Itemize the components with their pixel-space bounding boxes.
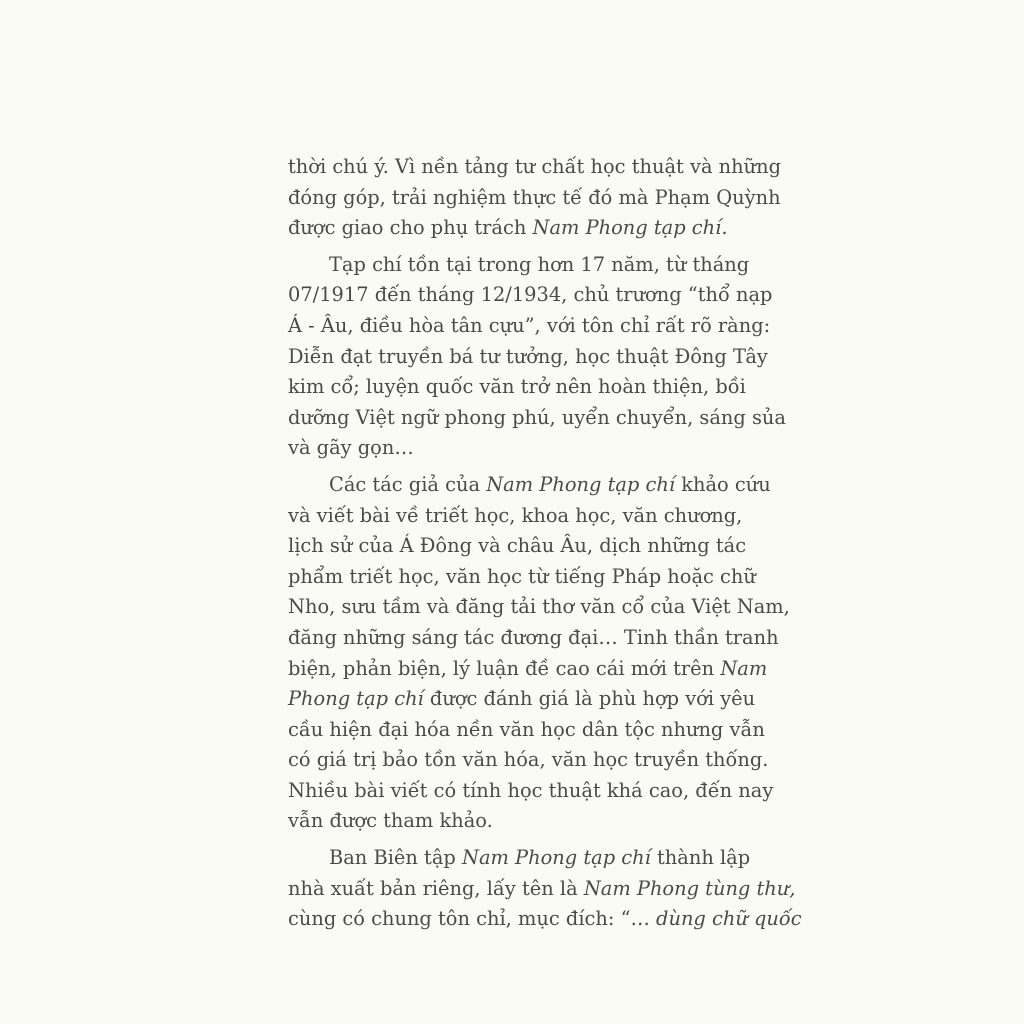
text-line: Diễn đạt truyền bá tư tưởng, học thuật Đông Tây xyxy=(288,344,768,368)
italic-title: Nam Phong tùng thư, xyxy=(583,876,796,900)
text-line: đăng những sáng tác đương đại… Tinh thần tranh xyxy=(288,625,779,649)
text-line: đóng góp, trải nghiệm thực tế đó mà Phạm Quỳnh xyxy=(288,185,781,209)
text-line: phẩm triết học, văn học từ tiếng Pháp hoặc chữ xyxy=(288,564,756,588)
italic-title: Phong tạp chí xyxy=(288,687,424,711)
text-line: 07/1917 đến tháng 12/1934, chủ trương “thổ nạp xyxy=(288,283,773,307)
paragraph-3 xyxy=(288,470,790,837)
italic-title: Nam Phong tạp chí xyxy=(486,472,676,496)
text-line: kim cổ; luyện quốc văn trở nên hoàn thiện, bồi xyxy=(288,375,746,399)
text-line: Tạp chí tồn tại trong hơn 17 năm, từ tháng xyxy=(329,252,750,276)
body-text xyxy=(288,152,802,941)
text-line: Phong tạp chí được đánh giá là phù hợp với yêu xyxy=(288,687,756,711)
text-line: Á - Âu, điều hòa tân cựu”, với tôn chỉ rất rõ ràng: xyxy=(288,313,771,337)
paragraph-1 xyxy=(288,152,782,244)
text-line: Nhiều bài viết có tính học thuật khá cao, đến nay xyxy=(288,778,774,802)
text-line: Các tác giả của Nam Phong tạp chí khảo cứu xyxy=(329,472,771,496)
text-line: cầu hiện đại hóa nền văn học dân tộc nhưng vẫn xyxy=(288,717,765,741)
italic-title: Nam xyxy=(720,656,768,680)
text-line: dưỡng Việt ngữ phong phú, uyển chuyển, sáng sủa xyxy=(288,405,786,429)
text-line: nhà xuất bản riêng, lấy tên là Nam Phong tùng thư, xyxy=(288,876,796,900)
text-line: và viết bài về triết học, khoa học, văn chương, xyxy=(288,503,743,527)
text-line: Ban Biên tập Nam Phong tạp chí thành lập xyxy=(329,846,751,870)
text-line: và gãy gọn… xyxy=(288,436,414,460)
text-line: Nho, sưu tầm và đăng tải thơ văn cổ của Việt Nam, xyxy=(288,595,790,619)
paragraph-4 xyxy=(288,843,802,935)
text-line: có giá trị bảo tồn văn hóa, văn học truyền thống. xyxy=(288,748,769,772)
text-line: vẫn được tham khảo. xyxy=(288,809,493,833)
italic-title: Nam Phong tạp chí. xyxy=(532,216,728,240)
text-line: lịch sử của Á Đông và châu Âu, dịch những tác xyxy=(288,534,747,558)
text-line: biện, phản biện, lý luận đề cao cái mới trên Nam xyxy=(288,656,768,680)
italic-title: Nam Phong tạp chí xyxy=(461,846,651,870)
text-line: thời chú ý. Vì nền tảng tư chất học thuật và những xyxy=(288,155,782,178)
italic-quote: … dùng chữ quốc xyxy=(630,907,802,931)
text-line: được giao cho phụ trách Nam Phong tạp chí. xyxy=(288,216,728,240)
paragraph-2 xyxy=(288,250,786,464)
text-line: cùng có chung tôn chỉ, mục đích: “… dùng chữ quốc xyxy=(288,907,802,931)
